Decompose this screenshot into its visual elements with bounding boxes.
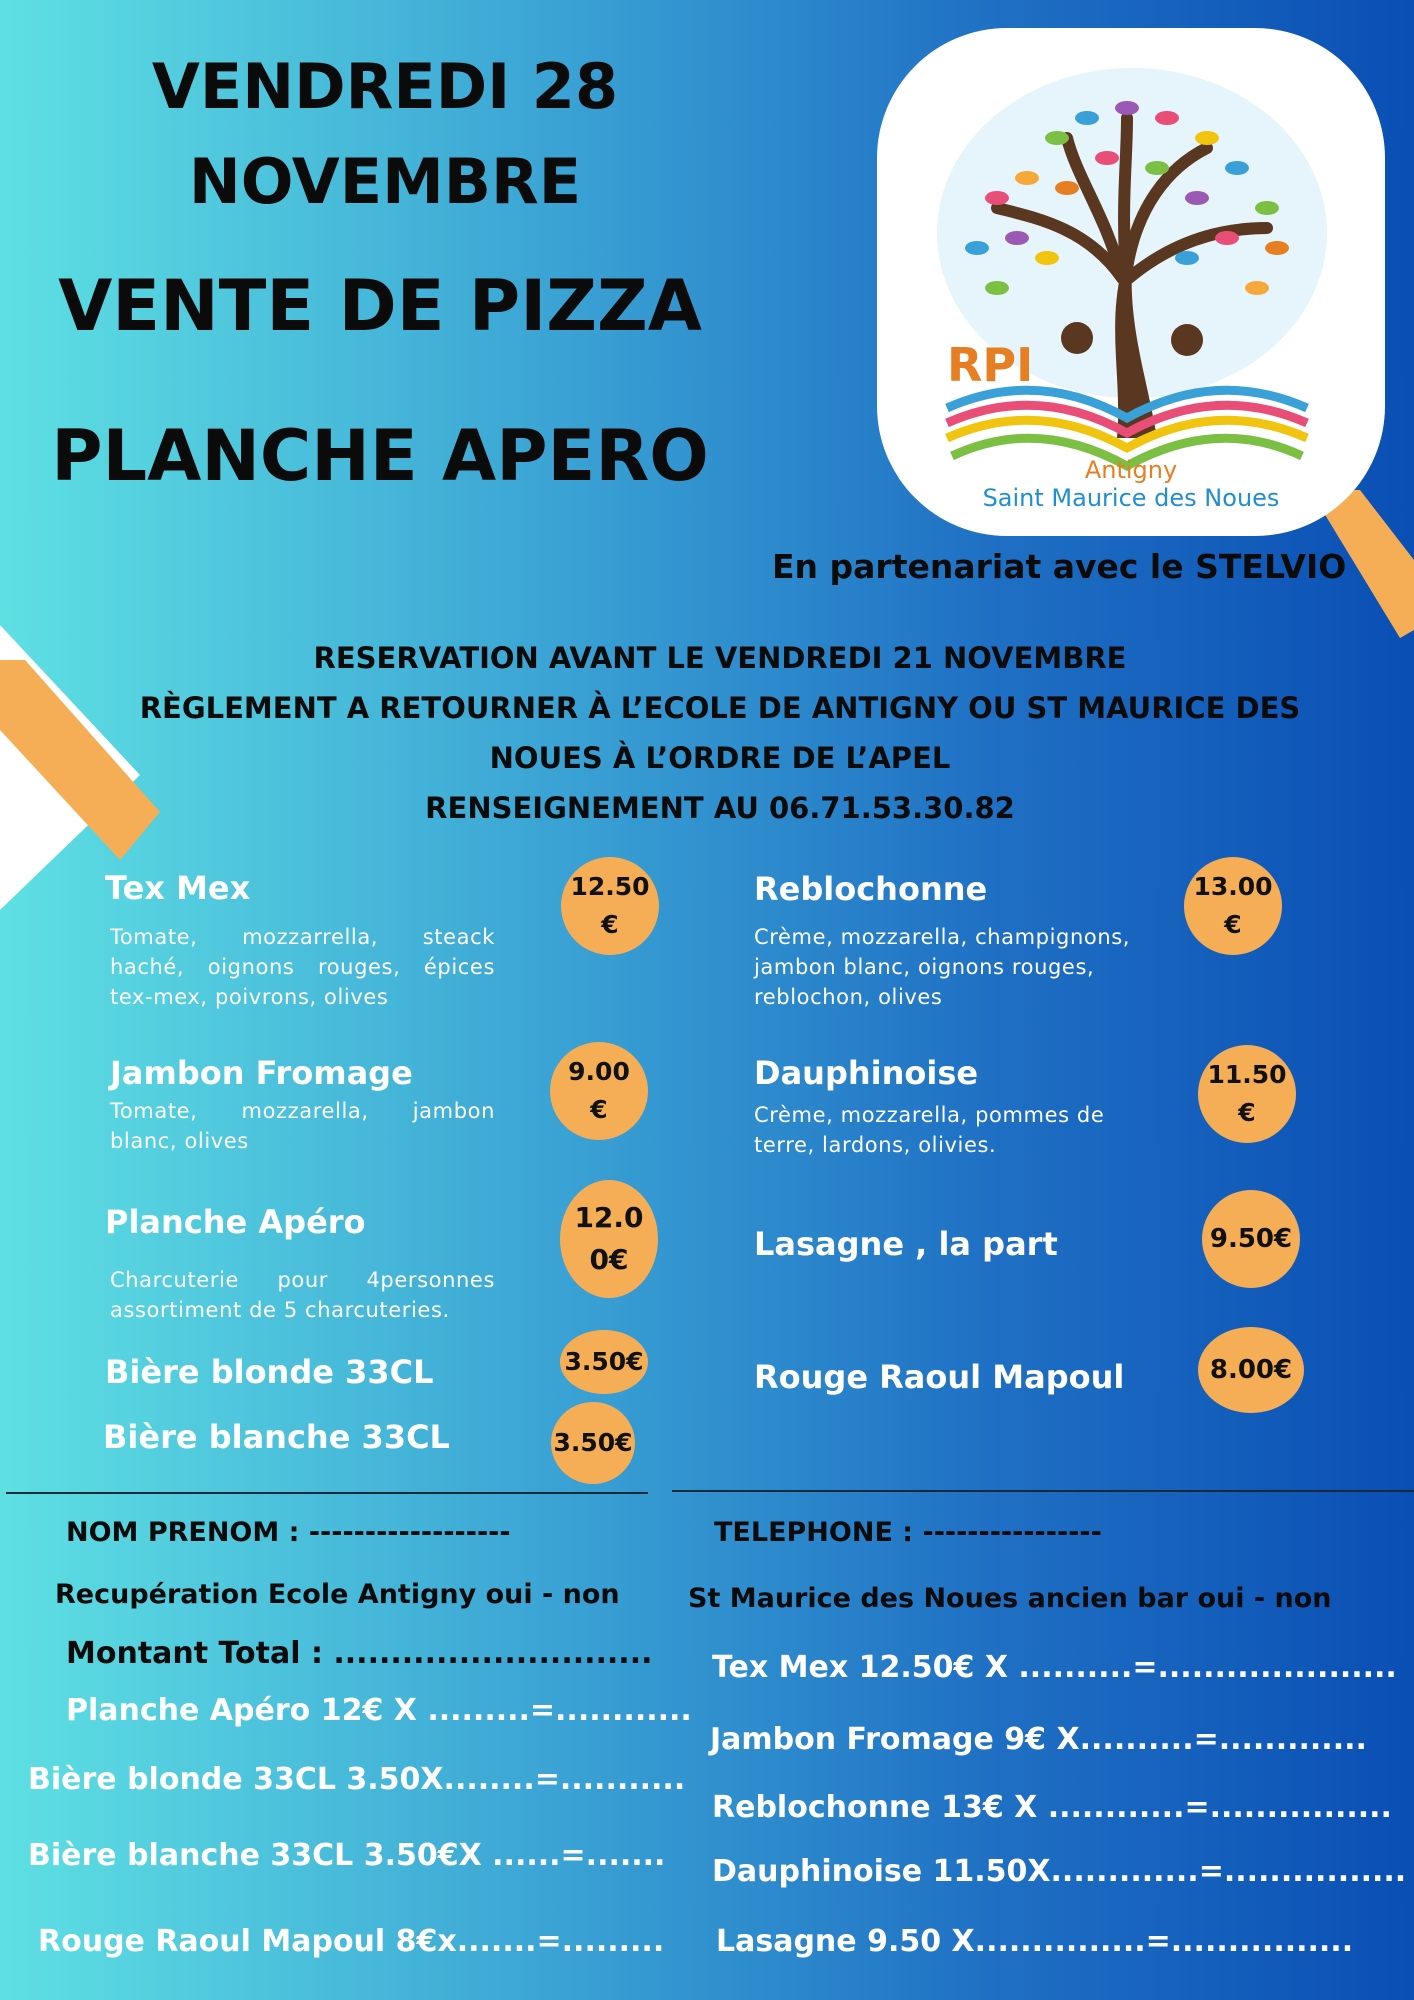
price-badge-planche [560,1180,658,1298]
dauphinoise-desc-line1: Crème, mozzarella, pommes de [754,1103,1105,1127]
title-pizza: VENTE DE PIZZA [58,265,702,347]
form-montant-total[interactable]: Montant Total : ............................ [66,1636,653,1671]
item-jambon-desc: Tomate, mozzarella, jambon blanc, olives [110,1099,495,1153]
dauphinoise-desc-line2: terre, lardons, olivies. [754,1133,997,1157]
item-texmex-name: Tex Mex [105,869,251,907]
child-icon [1061,322,1093,354]
price-jambon-currency: € [590,1095,608,1124]
logo [877,28,1385,536]
divider-left [6,1492,648,1494]
date-line1: VENDREDI 28 [151,50,619,123]
form-line-planche[interactable]: Planche Apéro 12€ X .........=............ [66,1693,692,1728]
form-line-jambon[interactable]: Jambon Fromage 9€ X..........=............. [710,1722,1367,1757]
date-line2: NOVEMBRE [188,145,582,218]
price-dauphinoise-currency: € [1238,1098,1256,1127]
child-icon [1171,324,1203,356]
divider-right [672,1490,1414,1492]
reblochonne-desc-line2: jambon blanc, oignons rouges, [754,955,1095,979]
price-reblochonne-amount: 13.00 [1193,872,1273,901]
item-dauphinoise-name: Dauphinoise [754,1054,979,1092]
tree-icon [917,78,1337,478]
info-line4: RENSEIGNEMENT AU 06.71.53.30.82 [425,791,1015,825]
partner-text: En partenariat avec le STELVIO [772,547,1347,586]
item-planche-desc: Charcuterie pour 4personnes assortiment de 5 charcuteries. [110,1268,495,1322]
logo-town1: Antigny [1084,456,1178,484]
info-line1: RESERVATION AVANT LE VENDREDI 21 NOVEMBRE [313,641,1127,675]
price-planche-amount: 12.0 [574,1201,644,1234]
form-line-blonde[interactable]: Bière blonde 33CL 3.50X........=........... [28,1762,686,1797]
form-recup-stmaurice[interactable]: St Maurice des Noues ancien bar oui - non [688,1583,1332,1614]
item-dauphinoise-desc [754,1100,1174,1160]
price-lasagne: 9.50€ [1202,1190,1300,1288]
price-dauphinoise-amount: 11.50 [1207,1060,1287,1089]
price-badge-reblochonne [1184,857,1282,955]
price-jambon-amount: 9.00 [568,1057,630,1086]
item-texmex-desc: Tomate, mozzarrella, steack haché, oignons rouges, épices tex-mex, poivrons, olives [110,925,495,1009]
logo-town2: Saint Maurice des Noues [982,484,1280,512]
form-telephone[interactable]: TELEPHONE : ---------------- [714,1517,1102,1548]
form-recup-antigny[interactable]: Recupération Ecole Antigny oui - non [55,1579,620,1610]
price-rouge: 8.00€ [1198,1327,1304,1413]
form-line-blanche[interactable]: Bière blanche 33CL 3.50€X ......=....... [28,1838,666,1873]
form-line-reblochonne[interactable]: Reblochonne 13€ X ............=................ [712,1790,1392,1825]
price-texmex-amount: 12.50 [570,872,650,901]
price-badge-jambon [550,1042,648,1140]
info-line3: NOUES À L’ORDRE DE L’APEL [489,741,951,775]
item-jambon-name: Jambon Fromage [110,1054,413,1092]
item-reblochonne-desc [754,922,1174,1012]
logo-rpi: RPI [947,338,1034,392]
form-line-lasagne[interactable]: Lasagne 9.50 X...............=................ [716,1924,1354,1959]
reblochonne-desc-line1: Crème, mozzarella, champignons, [754,925,1131,949]
item-lasagne-name: Lasagne , la part [754,1225,1058,1263]
price-blanche: 3.50€ [551,1402,635,1484]
price-badge-dauphinoise [1198,1045,1296,1143]
item-blonde-name: Bière blonde 33CL [105,1353,434,1391]
form-nom-prenom[interactable]: NOM PRENOM : ------------------ [66,1517,511,1548]
price-blonde: 3.50€ [560,1330,648,1394]
price-reblochonne-currency: € [1224,910,1242,939]
item-planche-name: Planche Apéro [105,1203,366,1241]
info-line2: RÈGLEMENT A RETOURNER À L’ECOLE DE ANTIGNY OU ST MAURICE DES [139,691,1301,725]
item-reblochonne-name: Reblochonne [754,870,988,908]
price-planche-currency: 0€ [589,1243,629,1276]
item-blanche-name: Bière blanche 33CL [103,1418,450,1456]
price-texmex-currency: € [601,910,619,939]
form-line-rouge[interactable]: Rouge Raoul Mapoul 8€x.......=......... [38,1924,665,1959]
reblochonne-desc-line3: reblochon, olives [754,985,943,1009]
price-badge-texmex [561,857,659,955]
info-block [0,633,1414,833]
title-planche: PLANCHE APERO [51,415,709,497]
form-line-dauphinoise[interactable]: Dauphinoise 11.50X.............=................ [712,1854,1407,1889]
item-rouge-name: Rouge Raoul Mapoul [754,1358,1125,1396]
form-line-texmex[interactable]: Tex Mex 12.50€ X ..........=..................... [712,1650,1397,1685]
